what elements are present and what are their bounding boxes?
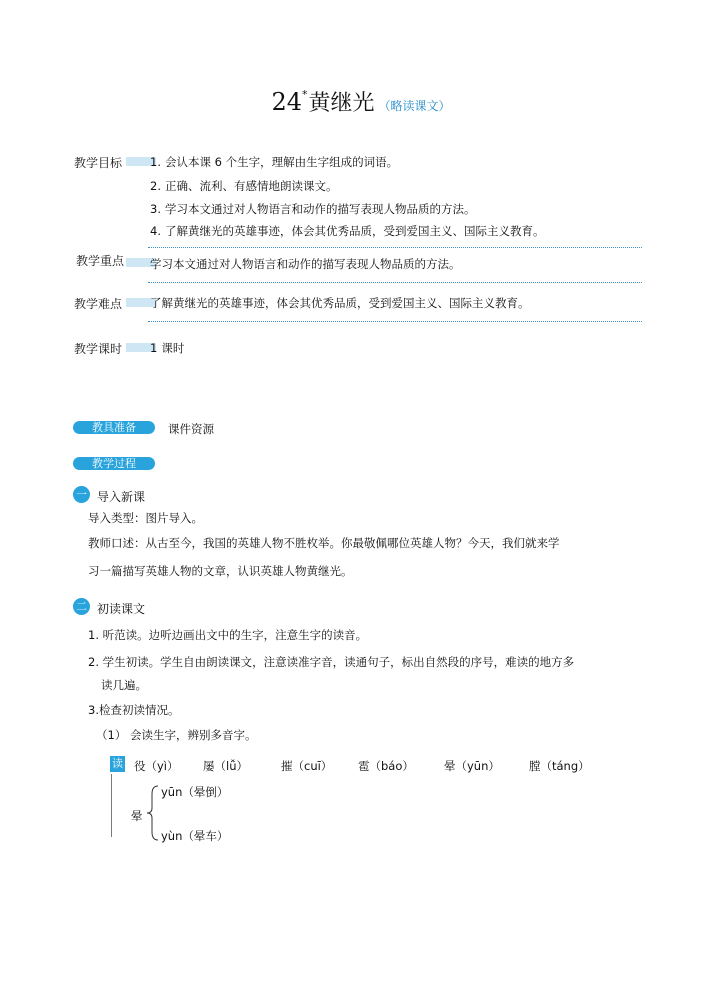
- lesson-star: *: [302, 88, 308, 101]
- hours-text: 1 课时: [150, 341, 185, 355]
- section2-step2-line1: 2. 学生初读。学生自由朗读课文，注意读准字音，读通句子，标出自然段的序号，难读的地方多: [88, 655, 575, 669]
- reading-char: 膛（táng）: [529, 759, 590, 773]
- lesson-name: 黄继光: [308, 91, 375, 116]
- reading-tag: 读: [112, 757, 123, 770]
- process-pill: 教学过程: [73, 457, 155, 470]
- divider: [148, 282, 642, 283]
- section2-step1: 1. 听范读。边听边画出文中的生字，注意生字的读音。: [88, 628, 368, 642]
- difficulties-text: 了解黄继光的英雄事迹，体会其优秀品质，受到爱国主义、国际主义教育。: [150, 296, 530, 310]
- objective-item: 1. 会认本课 6 个生字，理解由生字组成的词语。: [150, 155, 399, 169]
- section2-step2-line2: 读几遍。: [101, 678, 147, 692]
- section1-title: 导入新课: [97, 490, 146, 504]
- divider: [148, 247, 642, 248]
- keypoints-text: 学习本文通过对人物语言和动作的描写表现人物品质的方法。: [150, 257, 461, 271]
- prep-pill: 教具准备: [73, 421, 155, 434]
- prep-text: 课件资源: [168, 422, 214, 436]
- reading-char: 屡（lǚ）: [203, 759, 248, 773]
- objective-item: 2. 正确、流利、有感情地朗读课文。: [150, 179, 338, 193]
- polyphone-reading: yùn（晕车）: [161, 829, 229, 843]
- polyphone-reading: yūn（晕倒）: [161, 785, 229, 799]
- section2-sub1: （1） 会读生字，辨别多音字。: [96, 728, 257, 742]
- section-marker: 一: [73, 486, 90, 503]
- divider: [148, 321, 642, 322]
- section2-step3: 3.检查初读情况。: [88, 703, 180, 717]
- objective-item: 4. 了解黄继光的英雄事迹，体会其优秀品质，受到爱国主义、国际主义教育。: [150, 224, 545, 238]
- brace-icon: [146, 784, 160, 842]
- section-marker: 二: [73, 598, 90, 615]
- reading-char: 摧（cuī）: [281, 759, 333, 773]
- section1-type: 导入类型：图片导入。: [88, 511, 203, 525]
- objectives-label: 教学目标: [74, 156, 123, 170]
- objective-item: 3. 学习本文通过对人物语言和动作的描写表现人物品质的方法。: [150, 202, 476, 216]
- section2-title: 初读课文: [97, 602, 146, 616]
- hours-label: 教学课时: [74, 342, 123, 356]
- section1-teacher-line2: 习一篇描写英雄人物的文章，认识英雄人物黄继光。: [88, 564, 353, 578]
- page-title: [0, 86, 722, 117]
- section1-teacher-line1: 教师口述：从古至今，我国的英雄人物不胜枚举。你最敬佩哪位英雄人物？今天，我们就来学: [88, 536, 560, 550]
- reading-char: 晕（yūn）: [444, 759, 500, 773]
- reading-char: 役（yì）: [134, 759, 179, 773]
- polyphone-char: 晕: [131, 809, 143, 823]
- lesson-number: 24: [271, 88, 302, 116]
- keypoints-label: 教学重点: [76, 254, 125, 268]
- reading-vertical-line: [111, 774, 112, 837]
- reading-char: 雹（báo）: [358, 759, 414, 773]
- lesson-subtitle: （略读课文）: [378, 99, 451, 113]
- difficulties-label: 教学难点: [74, 297, 123, 311]
